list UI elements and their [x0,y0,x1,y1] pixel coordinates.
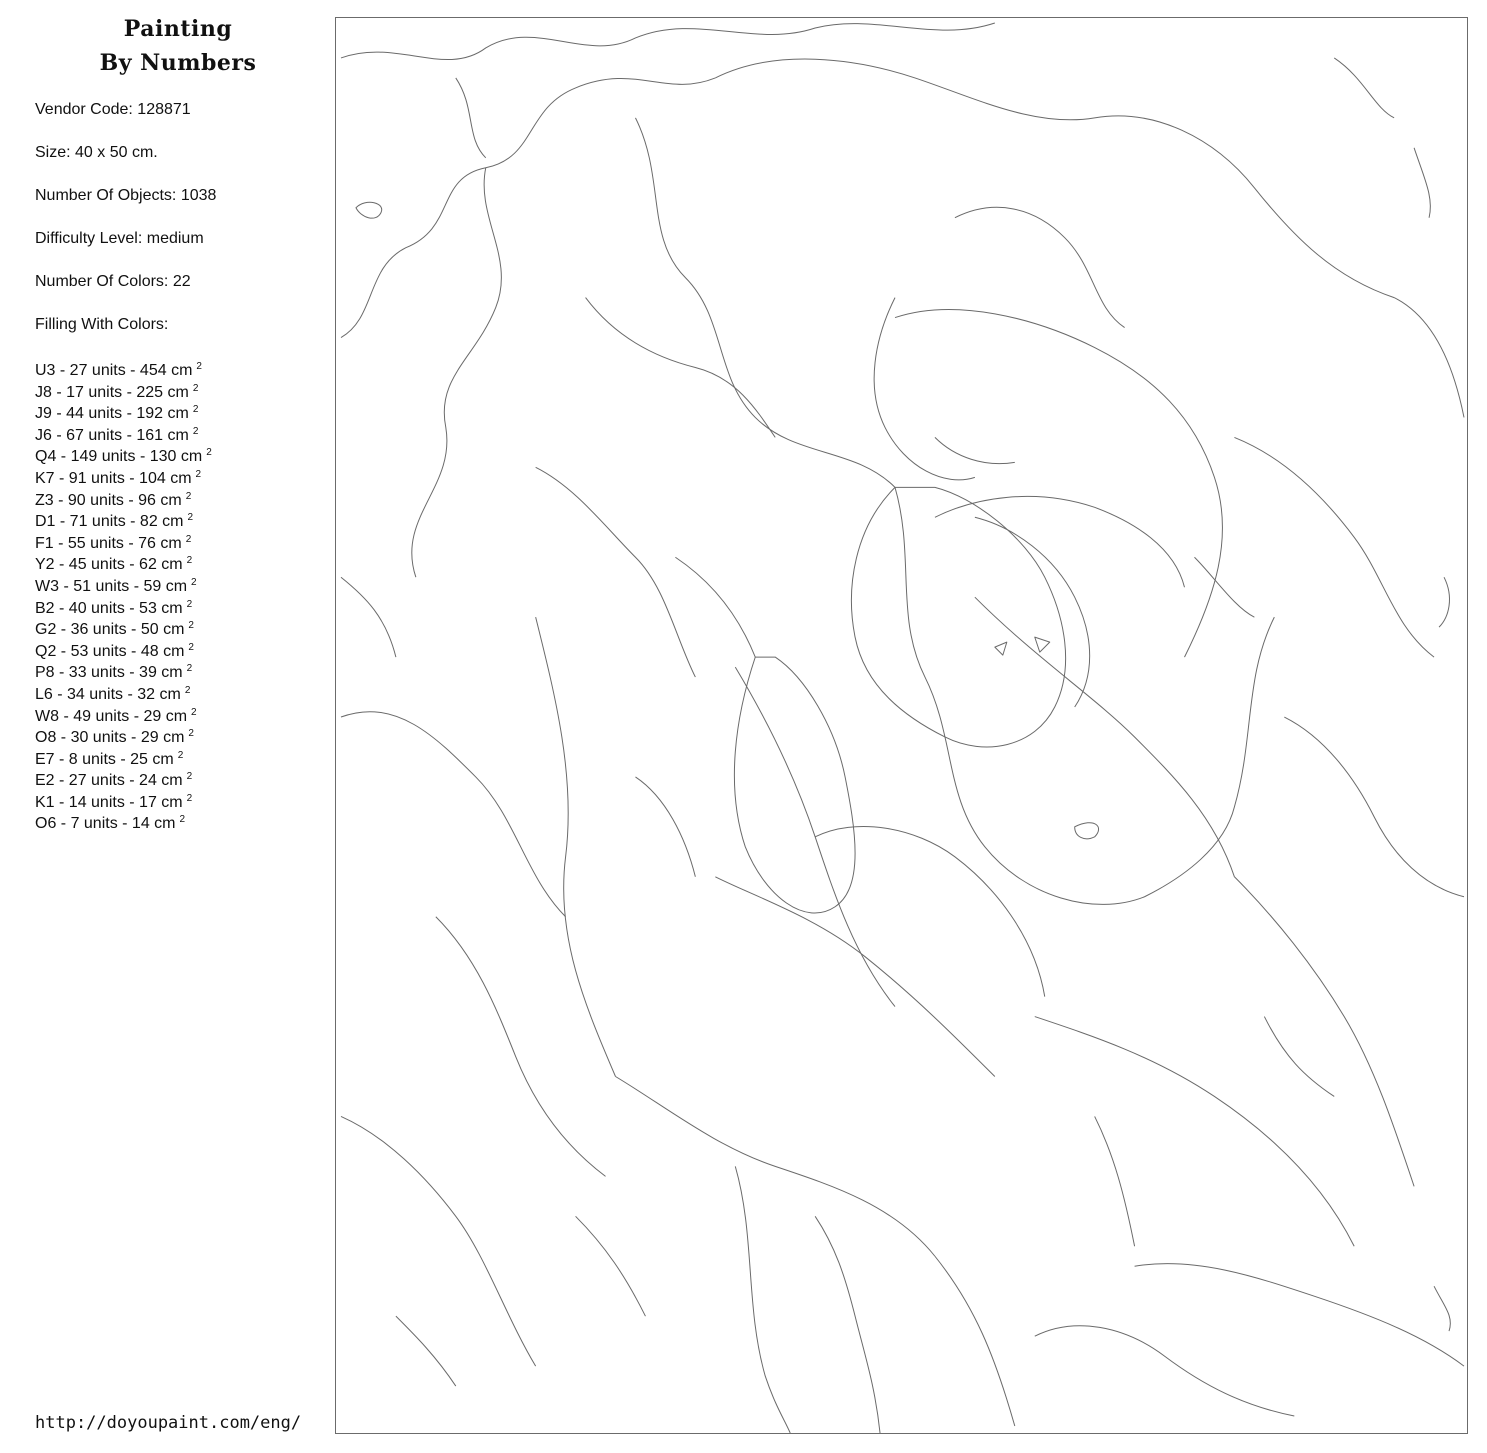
number-of-objects: Number Of Objects: 1038 [35,187,217,204]
color-row: B2 - 40 units - 53 cm $^2$ [35,598,193,617]
filling-heading: Filling With Colors: [35,316,169,333]
color-row: Q2 - 53 units - 48 cm $^2$ [35,641,194,660]
color-row: U3 - 27 units - 454 cm $^2$ [35,361,202,379]
title-line-1: Painting [123,16,233,42]
color-row: W3 - 51 units - 59 cm $^2$ [35,576,197,595]
color-row: W8 - 49 units - 29 cm $^2$ [35,706,197,725]
canvas-size: Size: 40 x 50 cm. [35,144,158,161]
sidebar-info-panel [0,0,320,1453]
coloring-canvas [335,17,1468,1434]
color-row: L6 - 34 units - 32 cm $^2$ [35,684,191,703]
color-row: O6 - 7 units - 14 cm $^2$ [35,814,186,833]
color-row: Z3 - 90 units - 96 cm $^2$ [35,490,192,509]
color-row: E2 - 27 units - 24 cm $^2$ [35,771,193,790]
color-list [35,356,212,831]
color-row: K7 - 91 units - 104 cm $^2$ [35,468,202,487]
color-row: P8 - 33 units - 39 cm $^2$ [35,663,193,682]
color-row: J9 - 44 units - 192 cm $^2$ [35,404,199,423]
website-link[interactable]: http://doyoupaint.com/eng/ [35,1413,302,1433]
color-row: D1 - 71 units - 82 cm $^2$ [35,512,194,531]
page-title [60,12,296,80]
color-row: G2 - 36 units - 50 cm $^2$ [35,620,194,639]
difficulty-level: Difficulty Level: medium [35,230,204,247]
color-row: K1 - 14 units - 17 cm $^2$ [35,792,193,811]
color-row: J8 - 17 units - 225 cm $^2$ [35,382,199,401]
vendor-code: Vendor Code: 128871 [35,101,191,118]
color-row: O8 - 30 units - 29 cm $^2$ [35,728,194,747]
product-details [35,97,216,355]
color-row: J6 - 67 units - 161 cm $^2$ [35,425,199,444]
color-row: Q4 - 149 units - 130 cm $^2$ [35,447,212,466]
color-row: E7 - 8 units - 25 cm $^2$ [35,749,184,768]
outline-shapes [341,23,1464,1433]
number-of-colors: Number Of Colors: 22 [35,273,191,290]
title-line-2: By Numbers [99,50,257,76]
color-row: F1 - 55 units - 76 cm $^2$ [35,533,192,552]
color-row: Y2 - 45 units - 62 cm $^2$ [35,555,193,574]
outline-drawing [336,18,1467,1433]
